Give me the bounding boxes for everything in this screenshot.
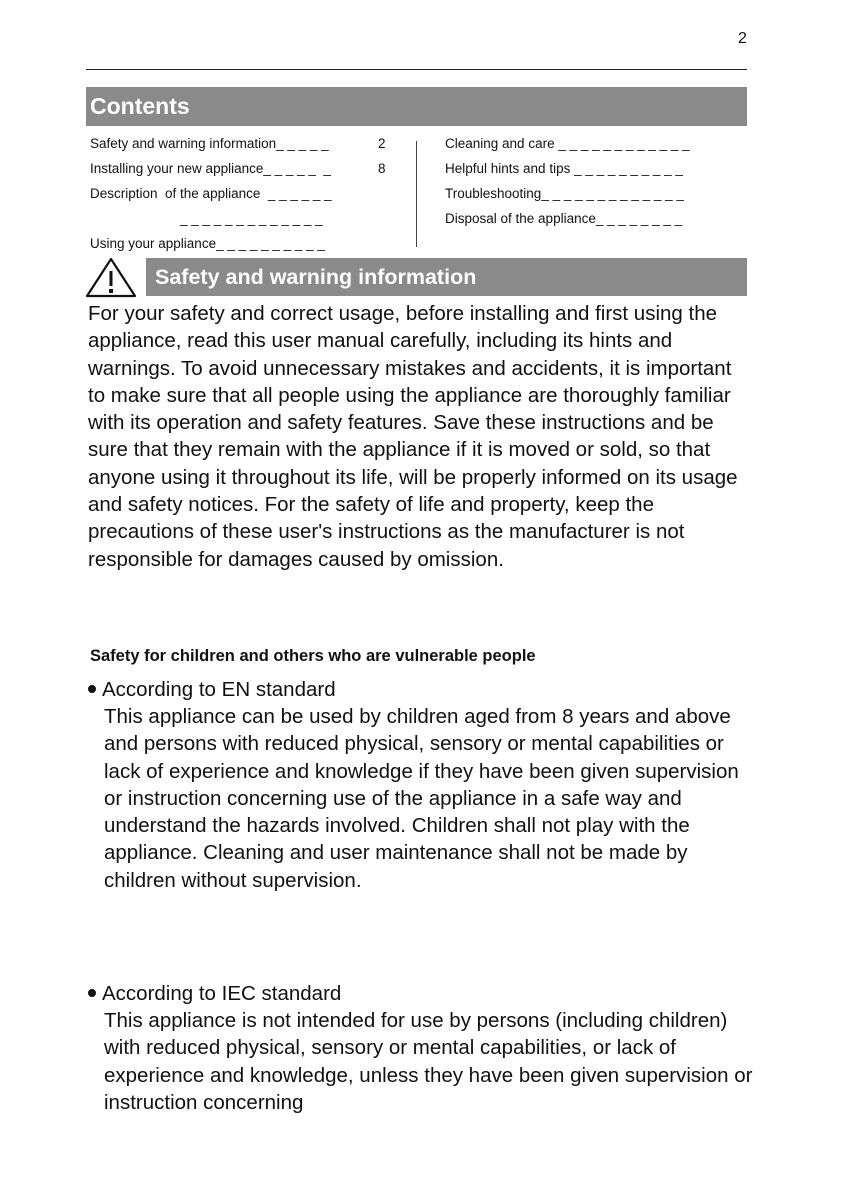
toc-entry[interactable] [445, 159, 745, 184]
safety-intro-text: For your safety and correct usage, before installing and first using the appliance, read this user manual carefully, including its hints and warnings. To avoid unnecessary mistakes and accidents, it is important to make sure that all people using the appliance are thoroughly familiar with its operation and safety features. Save these instructions and be sure that they remain with the appliance if it is moved or sold, so that anyone using it throughout its life, will be properly informed on its usage and safety notices. For the safety of life and property, keep the precautions of these user's instructions as the manufacturer is not responsible for damages caused by omission. [88, 302, 738, 571]
iec-standard-heading: According to IEC standard [102, 982, 342, 1005]
page-number: 2 [738, 30, 747, 47]
en-standard-text: This appliance can be used by children aged from 8 years and above and persons with reduced physical, sensory or mental capabilities or lack of experience and knowledge if they have been given supervision or instruction concerning use of the appliance in a safe way and understand the hazards involved. Children shall not play with the appliance. Cleaning and user maintenance shall not be made by children without supervision. [104, 705, 739, 892]
toc-left-column [90, 134, 395, 259]
toc-entry-label: Using your appliance_ _ _ _ _ _ _ _ _ _ [90, 236, 325, 251]
toc-entry[interactable] [90, 159, 395, 184]
toc-entry[interactable] [90, 134, 395, 159]
toc-entry-label: Helpful hints and tips _ _ _ _ _ _ _ _ _ _ [445, 161, 683, 176]
toc-entry[interactable] [445, 184, 745, 209]
toc-right-column [445, 134, 745, 234]
toc-entry-page: 2 [378, 136, 386, 151]
toc-entry-label: Installing your new appliance_ _ _ _ _ _ [90, 161, 331, 176]
toc-entry-label: Disposal of the appliance_ _ _ _ _ _ _ _ [445, 211, 683, 226]
toc-entry[interactable] [90, 184, 395, 209]
toc-entry-label: Cleaning and care _ _ _ _ _ _ _ _ _ _ _ _ [445, 136, 690, 151]
toc-entry[interactable] [445, 134, 745, 159]
toc-entry-page: 8 [378, 161, 386, 176]
toc-entry-label: Troubleshooting_ _ _ _ _ _ _ _ _ _ _ _ _ [445, 186, 684, 201]
bullet-icon [88, 989, 96, 997]
iec-standard-text: This appliance is not intended for use by persons (including children) with reduced physical, sensory or mental capabilities, or lack of experience and knowledge, unless they have been given supervision or instruction concerning [104, 1009, 753, 1114]
toc-entry-label: Description of the appliance _ _ _ _ _ _ [90, 186, 332, 201]
list-item [84, 676, 336, 703]
contents-heading: Contents [86, 87, 747, 126]
en-standard-heading: According to EN standard [102, 678, 336, 701]
toc-entry[interactable] [90, 209, 395, 234]
toc-divider [416, 141, 417, 247]
bullet-icon [88, 685, 96, 693]
toc-entry-label: _ _ _ _ _ _ _ _ _ _ _ _ _ [90, 211, 323, 226]
section-heading-safety: Safety and warning information [146, 258, 747, 296]
toc-entry-label: Safety and warning information_ _ _ _ _ [90, 136, 329, 151]
header-rule [86, 69, 747, 70]
toc-entry[interactable] [445, 209, 745, 234]
warning-icon [84, 256, 138, 298]
children-safety-heading: Safety for children and others who are vulnerable people [90, 647, 536, 665]
list-item [84, 980, 341, 1007]
